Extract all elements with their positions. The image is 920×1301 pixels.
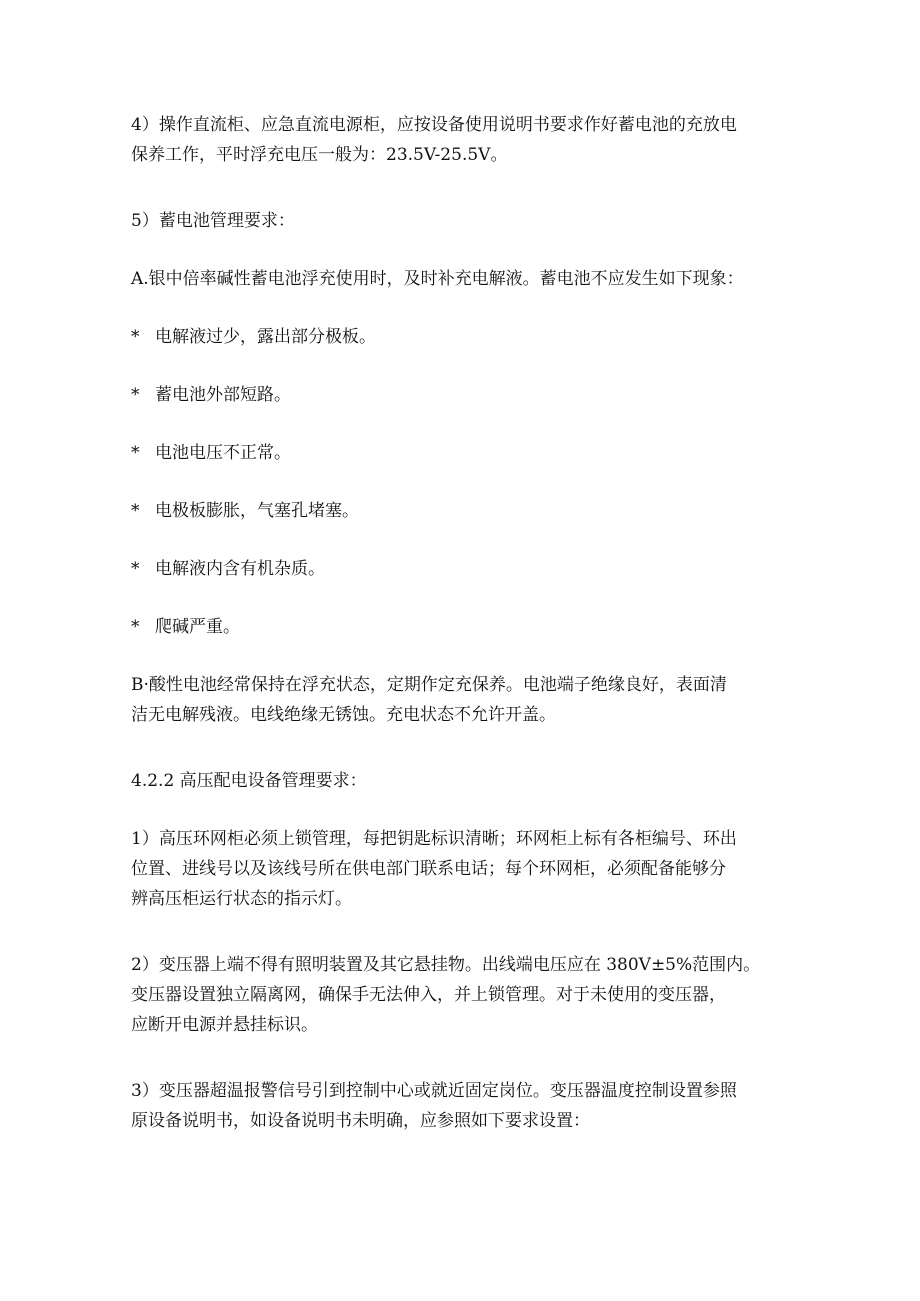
paragraph-acid-battery — [131, 670, 791, 730]
list-item-text: 电极板膨胀，气塞孔堵塞。 — [155, 501, 359, 521]
list-item-text: 电池电压不正常。 — [155, 443, 291, 463]
list-item — [131, 612, 791, 642]
list-item — [131, 496, 791, 526]
paragraph-transformer-alarm — [131, 1076, 791, 1136]
text-line: 位置、进线号以及该线号所在供电部门联系电话；每个环网柜，必须配备能够分 — [131, 859, 726, 879]
bullet-marker: * — [131, 327, 140, 347]
list-item — [131, 554, 791, 584]
paragraph-ring-main-unit — [131, 824, 791, 914]
text-line: 原设备说明书，如设备说明书未明确，应参照如下要求设置： — [131, 1111, 590, 1131]
text-line: 4）操作直流柜、应急直流电源柜，应按设备使用说明书要求作好蓄电池的充放电 — [131, 115, 737, 135]
text-line: 变压器设置独立隔离网，确保手无法伸入，并上锁管理。对于未使用的变压器， — [131, 985, 726, 1005]
paragraph-alkaline-battery — [131, 264, 791, 294]
bullet-marker: * — [131, 385, 140, 405]
text-line: 辨高压柜运行状态的指示灯。 — [131, 889, 352, 909]
bullet-marker: * — [131, 559, 140, 579]
text-line: 5）蓄电池管理要求： — [131, 211, 295, 231]
list-item-text: 蓄电池外部短路。 — [155, 385, 291, 405]
text-line: B·酸性电池经常保持在浮充状态，定期作定充保养。电池端子绝缘良好，表面清 — [131, 675, 727, 695]
text-line: 4.2.2 高压配电设备管理要求： — [131, 771, 367, 791]
list-item-text: 电解液过少，露出部分极板。 — [155, 327, 376, 347]
bullet-marker: * — [131, 617, 140, 637]
text-line: A.银中倍率碱性蓄电池浮充使用时，及时补充电解液。蓄电池不应发生如下现象： — [131, 269, 744, 289]
bullet-marker: * — [131, 443, 140, 463]
paragraph-transformer — [131, 950, 791, 1040]
text-line: 洁无电解残液。电线绝缘无锈蚀。充电状态不允许开盖。 — [131, 705, 556, 725]
list-item — [131, 322, 791, 352]
text-line: 保养工作，平时浮充电压一般为：23.5V-25.5V。 — [131, 145, 508, 165]
list-item — [131, 380, 791, 410]
list-item-text: 爬碱严重。 — [155, 617, 240, 637]
paragraph-battery-requirements-heading — [131, 206, 791, 236]
section-heading-high-voltage — [131, 766, 791, 796]
text-line: 应断开电源并悬挂标识。 — [131, 1015, 318, 1035]
bullet-marker: * — [131, 501, 140, 521]
list-item-text: 电解液内含有机杂质。 — [155, 559, 325, 579]
paragraph-dc-cabinet — [131, 110, 791, 170]
text-line: 3）变压器超温报警信号引到控制中心或就近固定岗位。变压器温度控制设置参照 — [131, 1081, 737, 1101]
text-line: 2）变压器上端不得有照明装置及其它悬挂物。出线端电压应在 380V±5%范围内。 — [131, 955, 761, 975]
list-item — [131, 438, 791, 468]
text-line: 1）高压环网柜必须上锁管理，每把钥匙标识清晰；环网柜上标有各柜编号、环出 — [131, 829, 737, 849]
